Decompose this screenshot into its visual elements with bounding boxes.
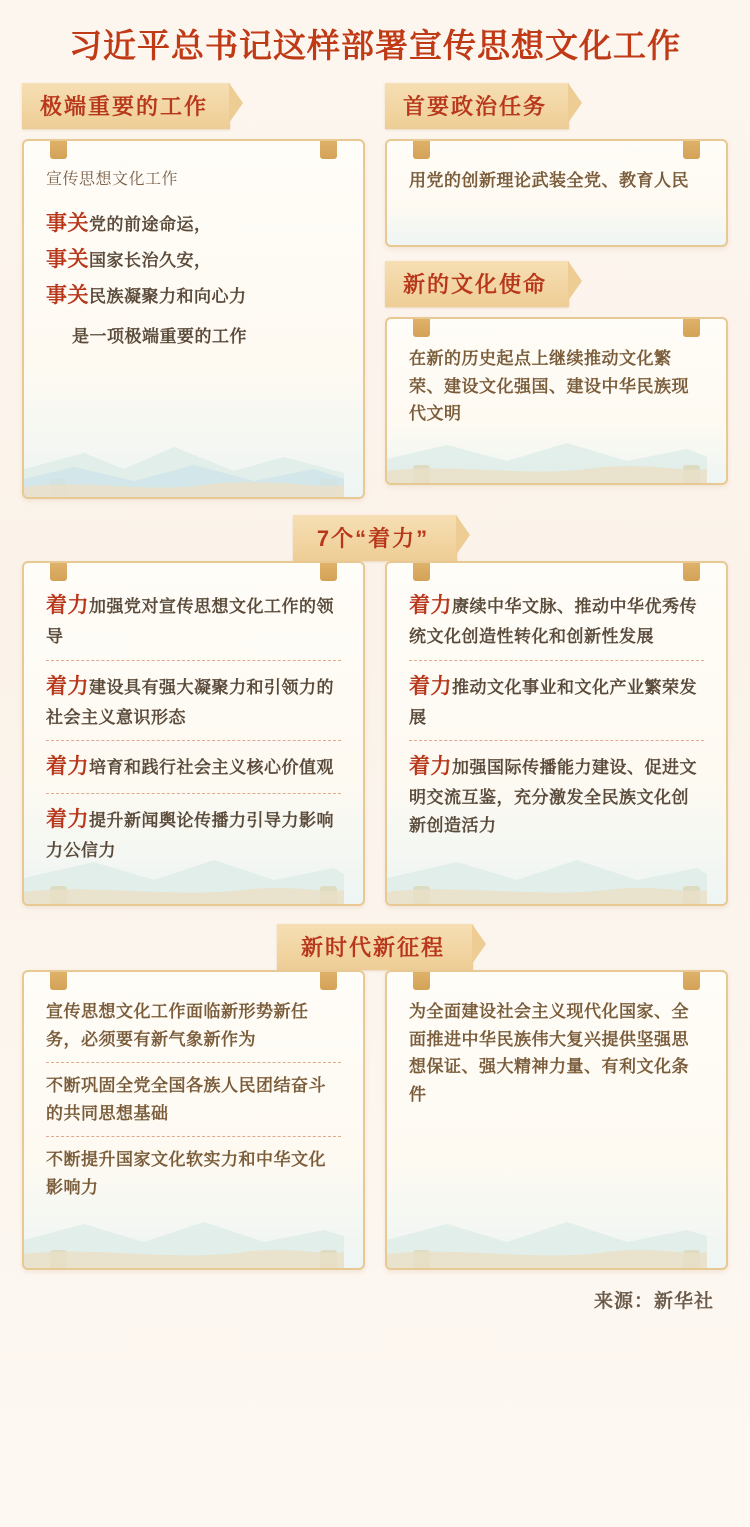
- list-item: [46, 670, 341, 732]
- clip-icon: [683, 970, 700, 990]
- card-seven-right: [385, 561, 728, 906]
- list-item: [409, 670, 704, 732]
- banner-extremely-important: 极端重要的工作: [22, 83, 230, 129]
- line-rest: 民族凝聚力和向心力: [89, 286, 247, 306]
- banner-seven-efforts: 7个“着力”: [293, 515, 457, 561]
- wave-decoration-icon: [387, 1206, 707, 1268]
- column-new-era-right: [385, 970, 728, 1270]
- page-title: 习近平总书记这样部署宣传思想文化工作: [69, 27, 681, 64]
- divider: [46, 793, 341, 794]
- list-item: 宣传思想文化工作面临新形势新任务，必须要有新气象新作为: [46, 1002, 309, 1049]
- card-body-new-cultural-mission: 在新的历史起点上继续推动文化繁荣、建设文化强国、建设中华民族现代文明: [409, 349, 689, 424]
- item-text: 培育和践行社会主义核心价值观: [89, 758, 334, 778]
- line-rest: 党的前途命运，: [89, 214, 212, 234]
- card-body-new-era-left: [46, 998, 341, 1201]
- divider: [46, 1136, 341, 1137]
- clip-icon: [320, 479, 337, 499]
- key-line: [46, 207, 341, 241]
- clip-icon: [413, 317, 430, 337]
- section-row-top: [22, 83, 728, 499]
- lead-word: 着力: [409, 594, 452, 617]
- intro-text: 宣传思想文化工作: [46, 171, 179, 188]
- banner-wrap-seven: [22, 515, 728, 561]
- clip-icon: [50, 1250, 67, 1270]
- clip-icon: [50, 139, 67, 159]
- clip-icon: [413, 970, 430, 990]
- card-body-new-era-right: 为全面建设社会主义现代化国家、全面推进中华民族伟大复兴提供坚强思想保证、强大精神力量、有利文化条件: [409, 1002, 689, 1104]
- clip-icon: [320, 886, 337, 906]
- section-row-new-era: [22, 970, 728, 1270]
- lead-word: 着力: [46, 674, 89, 698]
- line-rest: 国家长治久安，: [89, 250, 212, 270]
- item-text: 建设具有强大凝聚力和引领力的社会主义意识形态: [46, 677, 334, 727]
- conclusion-text: 是一项极端重要的工作: [72, 326, 247, 346]
- list-item: [409, 589, 704, 651]
- banner-new-era: 新时代新征程: [277, 924, 473, 970]
- lead-word: 着力: [409, 755, 452, 779]
- column-seven-right: [385, 561, 728, 906]
- section-row-seven: [22, 561, 728, 906]
- list-item: [46, 750, 341, 784]
- card-body-primary-political-task: 用党的创新理论武装全党、教育人民: [409, 171, 689, 190]
- lead-word: 事关: [46, 283, 89, 307]
- lead-word: 着力: [409, 674, 452, 698]
- column-right-top: [385, 83, 728, 499]
- block-primary-political-task: [385, 83, 728, 247]
- lead-word: 事关: [46, 247, 89, 271]
- source-label: 来源：新华社: [593, 1291, 714, 1312]
- list-item: 不断巩固全党全国各族人民团结奋斗的共同思想基础: [46, 1076, 326, 1123]
- divider: [46, 660, 341, 661]
- card-body-seven-right: [409, 589, 704, 839]
- item-text: 赓续中华文脉、推动中华优秀传统文化创造性转化和创新性发展: [409, 597, 697, 647]
- lead-word: 着力: [46, 755, 89, 779]
- column-seven-left: [22, 561, 365, 906]
- clip-icon: [413, 1250, 430, 1270]
- clip-icon: [413, 465, 430, 485]
- list-item: 不断提升国家文化软实力和中华文化影响力: [46, 1150, 326, 1197]
- clip-icon: [50, 886, 67, 906]
- clip-icon: [320, 139, 337, 159]
- card-primary-political-task: [385, 139, 728, 247]
- card-body-extremely-important: [46, 167, 341, 350]
- lead-word: 着力: [46, 808, 89, 832]
- key-line: [46, 243, 341, 277]
- card-new-era-right: [385, 970, 728, 1270]
- divider: [46, 740, 341, 741]
- list-item: [46, 803, 341, 865]
- clip-icon: [320, 1250, 337, 1270]
- card-new-era-left: [22, 970, 365, 1270]
- banner-wrap-new-era: [22, 924, 728, 970]
- banner-new-cultural-mission: 新的文化使命: [385, 261, 569, 307]
- item-text: 推动文化事业和文化产业繁荣发展: [409, 677, 697, 727]
- divider: [409, 660, 704, 661]
- clip-icon: [320, 970, 337, 990]
- wave-decoration-icon: [24, 1206, 344, 1268]
- wave-decoration-icon: [387, 421, 707, 483]
- banner-primary-political-task: 首要政治任务: [385, 83, 569, 129]
- clip-icon: [683, 886, 700, 906]
- item-text: 加强国际传播能力建设、促进文明交流互鉴，充分激发全民族文化创新创造活力: [409, 758, 697, 835]
- clip-icon: [683, 1250, 700, 1270]
- divider: [46, 1062, 341, 1063]
- key-line: [46, 279, 341, 313]
- clip-icon: [50, 561, 67, 581]
- block-new-cultural-mission: [385, 261, 728, 485]
- card-new-cultural-mission: [385, 317, 728, 485]
- divider: [409, 740, 704, 741]
- wave-decoration-icon: [24, 435, 344, 497]
- list-item: [409, 750, 704, 839]
- clip-icon: [413, 139, 430, 159]
- wave-decoration-icon: [387, 842, 707, 904]
- card-extremely-important: [22, 139, 365, 499]
- column-new-era-left: [22, 970, 365, 1270]
- clip-icon: [413, 886, 430, 906]
- clip-icon: [413, 561, 430, 581]
- lead-word: 事关: [46, 211, 89, 235]
- clip-icon: [50, 479, 67, 499]
- clip-icon: [683, 561, 700, 581]
- column-left-top: [22, 83, 365, 499]
- item-text: 提升新闻舆论传播力引导力影响力公信力: [46, 811, 334, 861]
- card-seven-left: [22, 561, 365, 906]
- clip-icon: [320, 561, 337, 581]
- list-item: [46, 589, 341, 651]
- clip-icon: [683, 139, 700, 159]
- card-body-seven-left: [46, 589, 341, 865]
- clip-icon: [683, 317, 700, 337]
- lead-word: 着力: [46, 594, 89, 617]
- item-text: 加强党对宣传思想文化工作的领导: [46, 597, 334, 647]
- clip-icon: [50, 970, 67, 990]
- clip-icon: [683, 465, 700, 485]
